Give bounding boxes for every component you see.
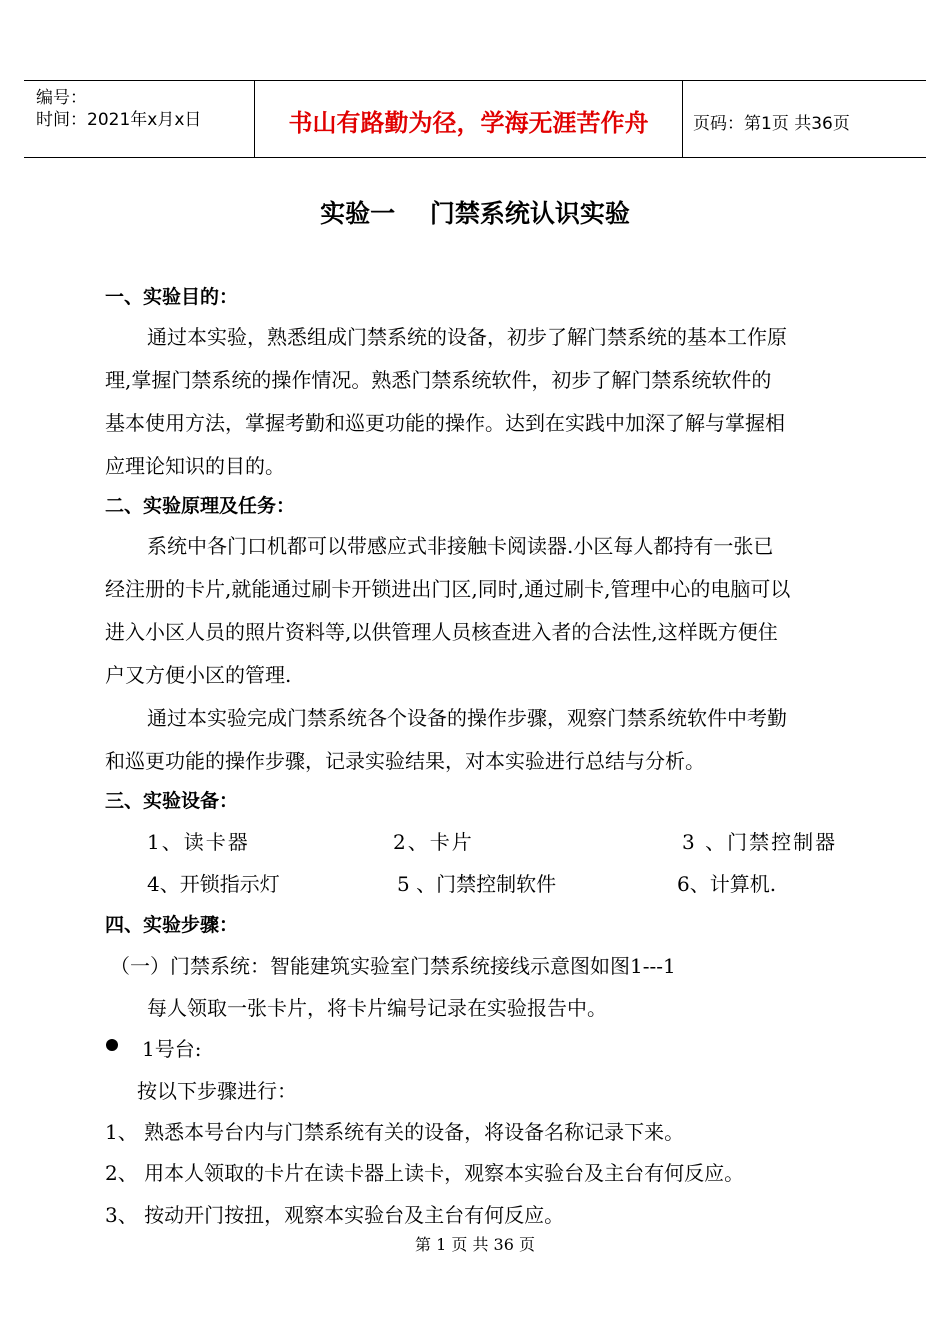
station-label: 1号台: [142, 1037, 202, 1061]
header-info-cell [24, 81, 254, 157]
header-motto-cell [254, 81, 683, 157]
bullet-icon [106, 1039, 118, 1051]
page-footer: 第 1 页 共 36 页 [415, 1235, 535, 1254]
section-heading-principle: 二、实验原理及任务： [105, 495, 296, 517]
page-header [24, 80, 926, 158]
section-heading-equipment: 三、实验设备： [105, 790, 239, 812]
paragraph-line: 户又方便小区的管理. [105, 663, 292, 687]
paragraph-line: 应理论知识的目的。 [105, 454, 285, 478]
paragraph-line: 通过本实验完成门禁系统各个设备的操作步骤，观察门禁系统软件中考勤 [147, 706, 787, 730]
document-code-label: 编号： [36, 88, 87, 108]
paragraph-line: 经注册的卡片,就能通过刷卡开锁进出门区,同时,通过刷卡,管理中心的电脑可以 [105, 577, 791, 601]
paragraph-line: 理,掌握门禁系统的操作情况。熟悉门禁系统软件，初步了解门禁系统软件的 [105, 368, 772, 392]
document-time: 时间：2021年x月x日 [36, 110, 202, 130]
equipment-item: 3 、门禁控制器 [682, 830, 838, 854]
paragraph-line: 进入小区人员的照片资料等,以供管理人员核查进入者的合法性,这样既方便住 [105, 620, 778, 644]
equipment-item: 6、计算机. [677, 872, 777, 896]
equipment-item: 4、开锁指示灯 [147, 872, 280, 896]
document-title: 实验一 门禁系统认识实验 [320, 199, 630, 228]
step-item: 3、 按动开门按扭，观察本实验台及主台有何反应。 [105, 1203, 565, 1227]
header-page-cell [681, 81, 926, 157]
paragraph-line: 通过本实验，熟悉组成门禁系统的设备，初步了解门禁系统的基本工作原 [147, 325, 787, 349]
section-heading-steps: 四、实验步骤： [105, 914, 239, 936]
motto-text: 书山有路勤为径，学海无涯苦作舟 [288, 109, 649, 137]
paragraph-line: 按以下步骤进行： [137, 1079, 297, 1103]
equipment-item: 5 、门禁控制软件 [397, 872, 557, 896]
step-item: 2、 用本人领取的卡片在读卡器上读卡，观察本实验台及主台有何反应。 [105, 1161, 745, 1185]
equipment-item: 2、卡片 [393, 830, 474, 854]
paragraph-line: 系统中各门口机都可以带感应式非接触卡阅读器.小区每人都持有一张已 [147, 534, 774, 558]
paragraph-line: 和巡更功能的操作步骤，记录实验结果，对本实验进行总结与分析。 [105, 749, 705, 773]
paragraph-line: 基本使用方法，掌握考勤和巡更功能的操作。达到在实践中加深了解与掌握相 [105, 411, 785, 435]
step-item: 1、 熟悉本号台内与门禁系统有关的设备，将设备名称记录下来。 [105, 1120, 685, 1144]
paragraph-line: 每人领取一张卡片，将卡片编号记录在实验报告中。 [147, 996, 607, 1020]
equipment-item: 1、读卡器 [147, 830, 250, 854]
section-heading-purpose: 一、实验目的： [105, 286, 239, 308]
subsection-heading: （一）门禁系统：智能建筑实验室门禁系统接线示意图如图1---1 [110, 954, 676, 978]
header-page-info: 页码：第1页 共36页 [693, 114, 850, 134]
